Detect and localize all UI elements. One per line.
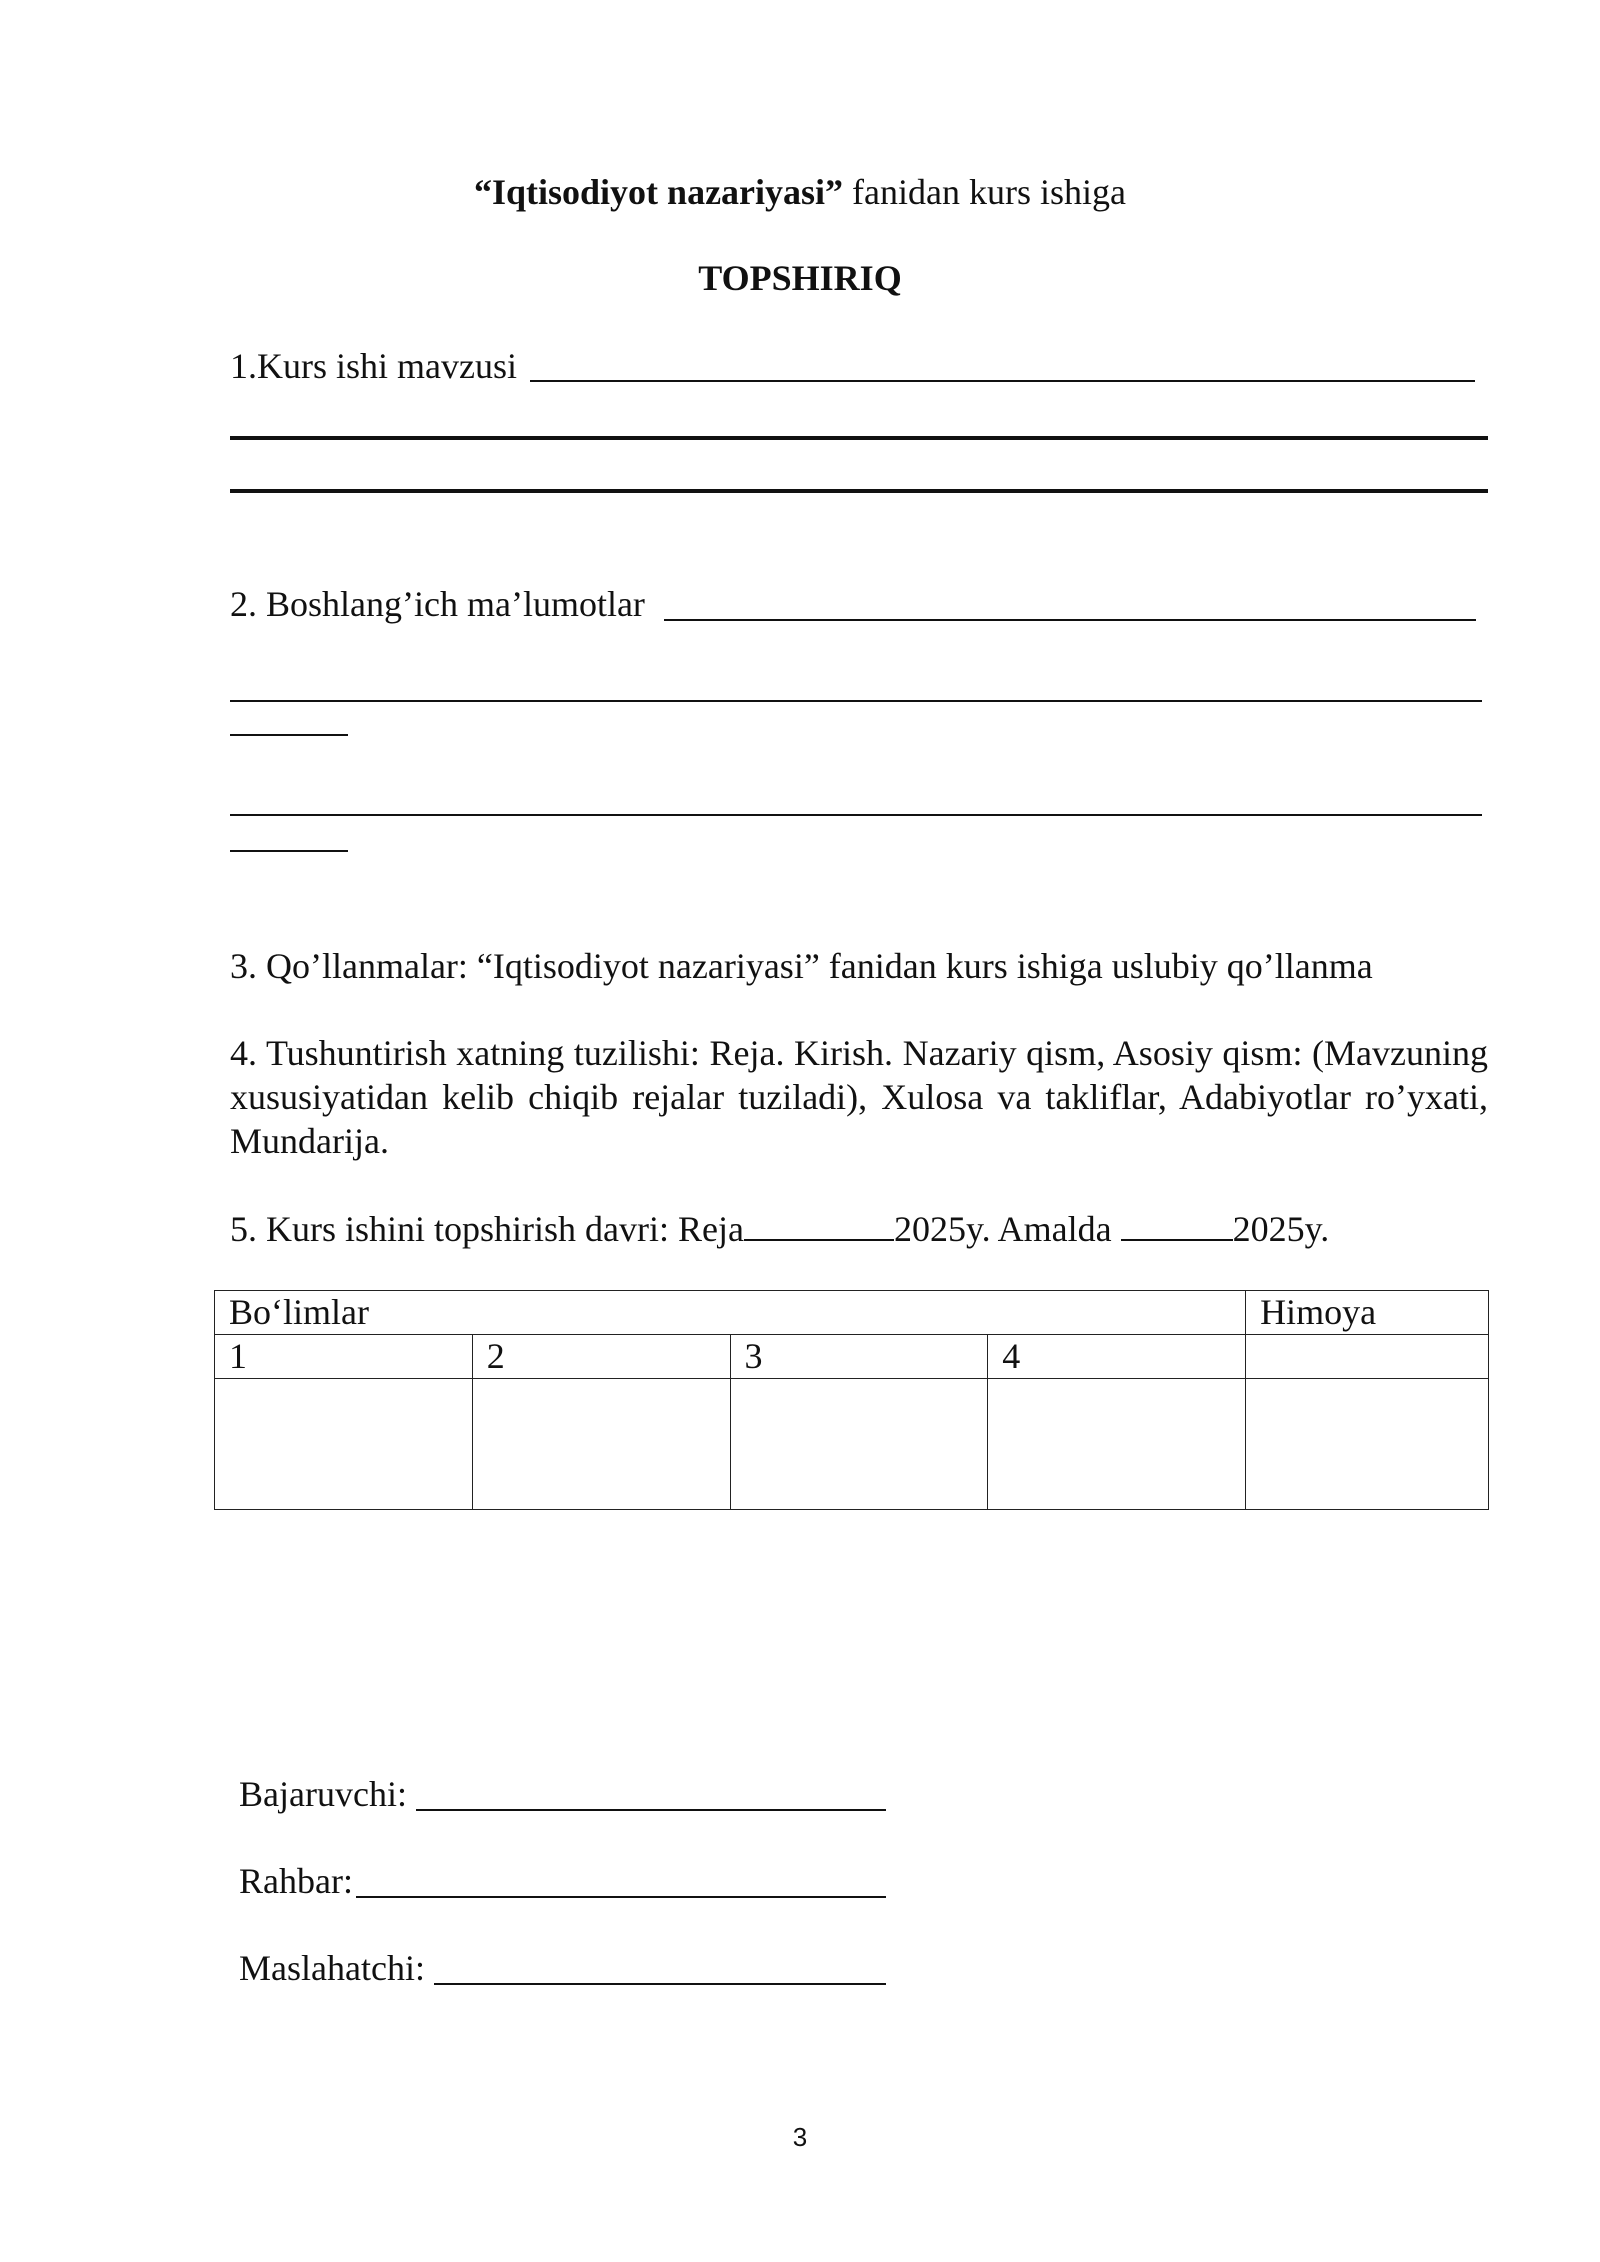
item5-line (230, 1205, 1329, 1251)
consultant-signature-line[interactable] (434, 1983, 886, 1985)
table-header-row (215, 1291, 1489, 1335)
item2-label: 2. Boshlang’ich ma’lumotlar (230, 584, 645, 624)
item2-blank-line-3[interactable] (230, 814, 1482, 816)
table-row (215, 1379, 1489, 1510)
consultant-label: Maslahatchi: (239, 1948, 425, 1988)
item5-suffix: 2025y. (1232, 1209, 1330, 1249)
item5-plan-blank[interactable] (744, 1205, 894, 1241)
table-cell-defense[interactable] (1246, 1379, 1489, 1510)
table-col-4: 4 (988, 1335, 1246, 1379)
executor-label: Bajaruvchi: (239, 1774, 407, 1814)
item5-mid: 2025y. Amalda (893, 1209, 1121, 1249)
item5-prefix: 5. Kurs ishini topshirish davri: Reja (230, 1209, 744, 1249)
item2-blank-line[interactable] (664, 619, 1476, 621)
item1-blank-line-3[interactable] (230, 489, 1488, 493)
item2-blank-line-3b[interactable] (230, 850, 348, 852)
item1-blank-line-2[interactable] (230, 436, 1488, 440)
item4-text: 4. Tushuntirish xatning tuzilishi: Reja. Kirish. Nazariy qism, Asosiy qism: (Mavzuning xususiyatidan kelib chiqib rejalar tuziladi), Xulosa va takliflar, Adabiyotlar ro’yxati, Mundarija. (230, 1033, 1488, 1161)
table-cell-3[interactable] (730, 1379, 988, 1510)
table-col-defense (1246, 1335, 1489, 1379)
table-col-1: 1 (215, 1335, 473, 1379)
table-header-sections: Bo‘limlar (215, 1291, 1246, 1335)
item5-actual-blank[interactable] (1121, 1205, 1233, 1241)
table-header-defense: Himoya (1246, 1291, 1489, 1335)
table-col-2: 2 (472, 1335, 730, 1379)
subject-rest: fanidan kurs ishiga (843, 172, 1126, 212)
table-number-row (215, 1335, 1489, 1379)
item1-label: 1.Kurs ishi mavzusi (230, 346, 517, 386)
executor-signature-line[interactable] (416, 1809, 886, 1811)
subject-name: “Iqtisodiyot nazariyasi” (474, 172, 844, 212)
item2-blank-line-2b[interactable] (230, 734, 348, 736)
table-cell-1[interactable] (215, 1379, 473, 1510)
item1-blank-line[interactable] (530, 380, 1475, 382)
subject-line (0, 170, 1600, 214)
supervisor-label: Rahbar: (239, 1861, 353, 1901)
table-cell-4[interactable] (988, 1379, 1246, 1510)
supervisor-signature-line[interactable] (356, 1896, 886, 1898)
table-col-3: 3 (730, 1335, 988, 1379)
page-title: TOPSHIRIQ (698, 258, 902, 298)
item2-blank-line-2[interactable] (230, 700, 1482, 702)
item3-text: 3. Qo’llanmalar: “Iqtisodiyot nazariyasi” fanidan kurs ishiga uslubiy qo’llanma (230, 946, 1373, 986)
page-number: 3 (792, 2122, 808, 2152)
table-cell-2[interactable] (472, 1379, 730, 1510)
sections-table (214, 1290, 1489, 1510)
